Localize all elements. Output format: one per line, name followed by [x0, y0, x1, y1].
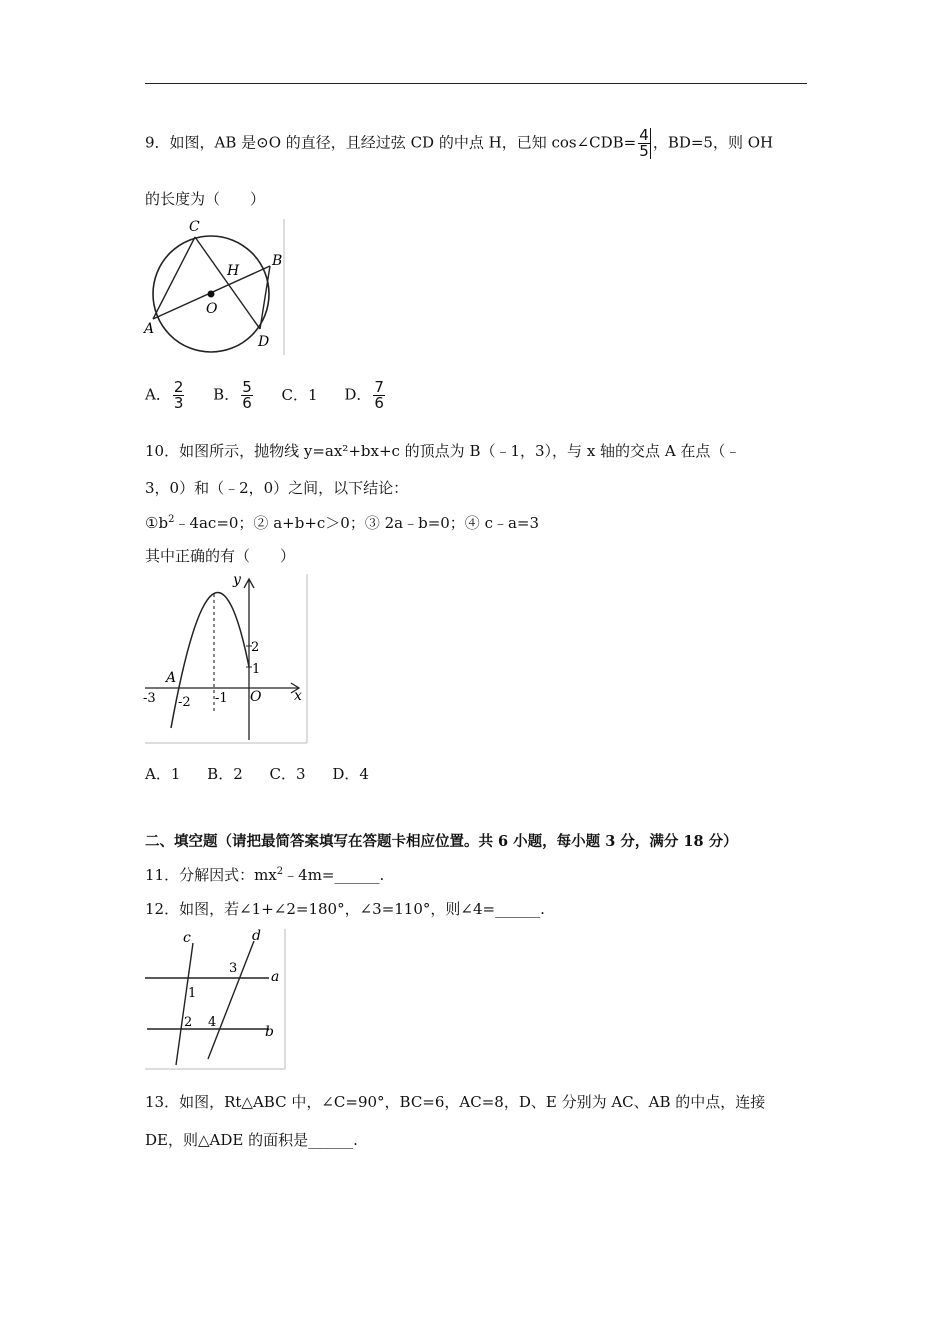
tick-neg1: -1	[215, 691, 228, 706]
q9-cos-fraction: $\frac{4}{5}$	[639, 126, 649, 160]
label-b: B	[272, 253, 283, 269]
label-c: c	[183, 930, 191, 946]
q10-option-a: A．1	[145, 765, 181, 783]
label-origin: O	[250, 689, 262, 705]
tick-neg3: -3	[143, 691, 156, 706]
q9-options	[145, 380, 409, 411]
q9-circle-figure	[143, 217, 288, 357]
q9-option-c: C．1	[281, 385, 318, 404]
label-a-point: A	[166, 670, 177, 686]
label-y: y	[233, 572, 241, 588]
q9-line1: 9．如图，AB 是⊙O 的直径，且经过弦 CD 的中点 H，已知 cos∠CDB= $\frac{4}{5}$ ，BD=5，则 OH	[145, 126, 774, 160]
q9-option-a: A． $\frac{2}{3}$	[145, 378, 184, 412]
angle-3: 3	[229, 961, 238, 976]
q10-options	[145, 763, 391, 784]
tick-pos2: 2	[251, 640, 260, 655]
angle-2: 2	[184, 1015, 193, 1030]
q10-option-c: C．3	[269, 765, 306, 783]
label-h: H	[227, 263, 240, 279]
q10-line2: 3，0）和（﹣2，0）之间，以下结论：	[145, 479, 409, 497]
angle-4: 4	[208, 1015, 217, 1030]
q10-parabola-figure	[143, 572, 309, 746]
q12-text: 12．如图，若∠1+∠2=180°，∠3=110°，则∠4=______.	[145, 900, 545, 918]
section2-title: 二、填空题（请把最简答案填写在答题卡相应位置。共 6 小题，每小题 3 分，满分 18 分）	[145, 833, 738, 850]
q13-line1: 13．如图，Rt△ABC 中，∠C=90°，BC=6，AC=8，D、E 分别为 AC、AB 的中点，连接	[145, 1093, 766, 1111]
q9-option-b: B． $\frac{5}{6}$	[213, 378, 252, 412]
center-point	[208, 291, 215, 298]
q11-text: 11．分解因式：$mx^2﹣4m=\_\_\_\_\_\_$.	[145, 866, 385, 884]
q10-line3: $①b^2﹣4ac=0$；② a+b+c＞0；③ 2a﹣b=0；④ c﹣a=3	[145, 514, 540, 532]
q10-option-b: B．2	[207, 765, 243, 783]
label-d: d	[252, 928, 261, 944]
q9-option-d: D． $\frac{7}{6}$	[344, 378, 384, 412]
q10-line1: 10．如图所示，抛物线 y=ax²+bx+c 的顶点为 B（﹣1，3），与 x 轴的交点 A 在点（﹣	[145, 442, 741, 460]
header-rule	[145, 83, 807, 84]
q10-option-d: D．4	[332, 765, 369, 783]
q9-line2: 的长度为（ ）	[145, 190, 266, 208]
q10-line4: 其中正确的有（ ）	[145, 547, 296, 565]
tick-pos1: 1	[252, 662, 261, 677]
label-o: O	[206, 301, 218, 317]
label-x: x	[294, 688, 302, 704]
label-b: b	[265, 1024, 274, 1040]
q13-line2: DE，则△ADE 的面积是______.	[145, 1131, 358, 1149]
label-d: D	[258, 334, 270, 350]
label-a: A	[144, 321, 155, 337]
q12-lines-figure	[143, 927, 288, 1072]
angle-1: 1	[188, 986, 197, 1001]
tick-neg2: -2	[178, 695, 191, 710]
label-a: a	[271, 969, 280, 985]
label-c: C	[189, 219, 200, 235]
